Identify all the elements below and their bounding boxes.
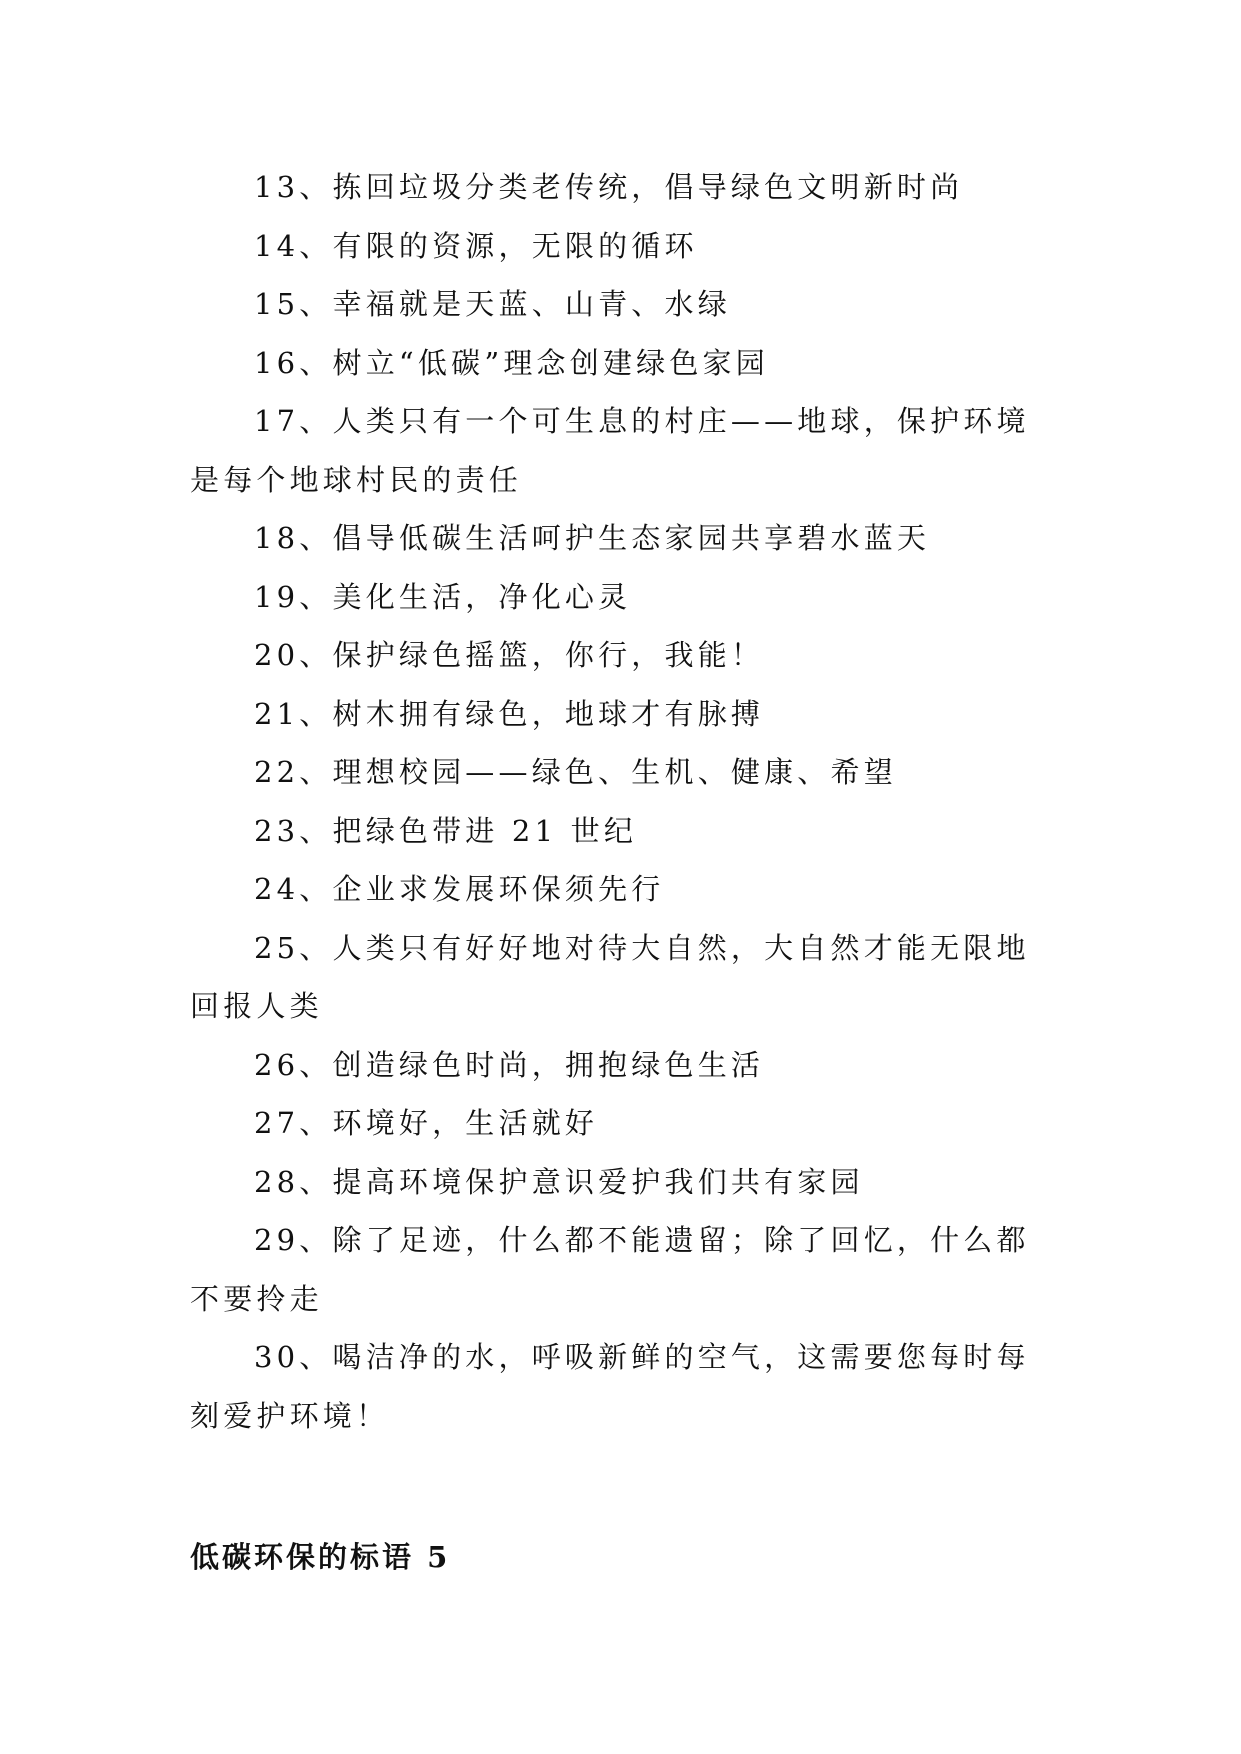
section-heading: 低碳环保的标语 5 (190, 1540, 451, 1574)
slogan-25: 25、人类只有好好地对待大自然，大自然才能无限地回报人类 (190, 930, 1030, 1023)
slogan-30: 30、喝洁净的水，呼吸新鲜的空气，这需要您每时每刻爱护环境！ (190, 1340, 1030, 1433)
slogan-21: 21、树木拥有绿色，地球才有脉搏 (254, 696, 765, 731)
slogan-24: 24、企业求发展环保须先行 (254, 872, 665, 906)
slogan-20: 20、保护绿色摇篮，你行，我能！ (254, 638, 765, 672)
slogan-14: 14、有限的资源，无限的循环 (254, 228, 698, 263)
slogan-17: 17、人类只有一个可生息的村庄——地球，保护环境是每个地球村民的责任 (190, 404, 1030, 497)
slogan-29: 29、除了足迹，什么都不能遗留；除了回忆，什么都不要拎走 (190, 1223, 1030, 1316)
slogan-19: 19、美化生活，净化心灵 (254, 579, 632, 614)
slogan-13: 13、拣回垃圾分类老传统，倡导绿色文明新时尚 (254, 170, 964, 204)
slogan-28: 28、提高环境保护意识爱护我们共有家园 (254, 1164, 864, 1199)
slogan-16: 16、树立“低碳”理念创建绿色家园 (254, 345, 769, 380)
document-body (190, 158, 1052, 1586)
slogan-27: 27、环境好，生活就好 (254, 1106, 599, 1140)
slogan-15: 15、幸福就是天蓝、山青、水绿 (254, 287, 731, 321)
slogan-26: 26、创造绿色时尚，拥抱绿色生活 (254, 1047, 765, 1082)
slogan-22: 22、理想校园——绿色、生机、健康、希望 (254, 755, 897, 789)
slogan-23: 23、把绿色带进 21 世纪 (254, 813, 638, 848)
slogan-18: 18、倡导低碳生活呵护生态家园共享碧水蓝天 (254, 521, 931, 555)
